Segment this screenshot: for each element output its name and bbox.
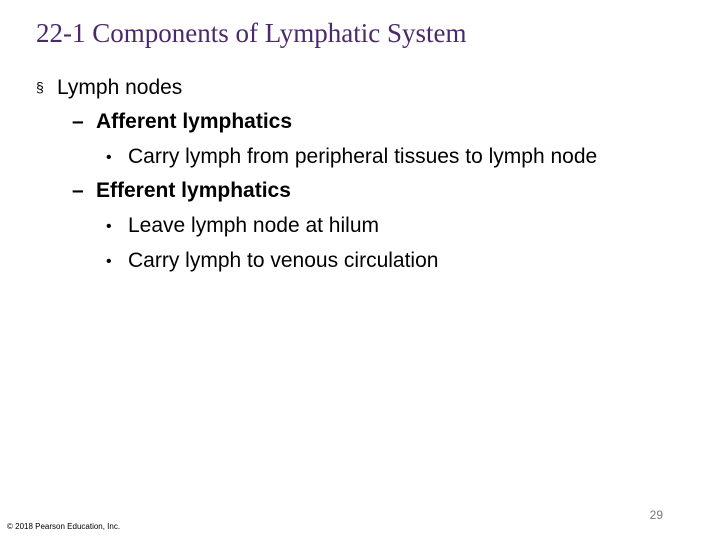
dot-bullet-icon: • <box>106 218 112 235</box>
bullet-text: Afferent lymphatics <box>96 110 293 133</box>
dot-bullet-icon: • <box>106 253 112 270</box>
bullet-item-leave-lymph-node <box>106 213 379 240</box>
dash-bullet-icon: – <box>72 110 84 133</box>
bullet-item-afferent-lymphatics <box>72 109 292 135</box>
copyright-notice: © 2018 Pearson Education, Inc. <box>7 522 121 531</box>
square-bullet-icon: § <box>36 79 44 95</box>
bullet-text: Lymph nodes <box>57 76 183 99</box>
page-number: 29 <box>649 508 663 522</box>
bullet-text: Leave lymph node at hilum <box>128 214 379 237</box>
bullet-text: Carry lymph to venous circulation <box>128 249 439 272</box>
slide-title: 22-1 Components of Lymphatic System <box>36 18 467 48</box>
bullet-item-carry-lymph-venous <box>106 248 438 275</box>
bullet-item-lymph-nodes <box>36 74 182 101</box>
bullet-text: Carry lymph from peripheral tissues to lymph node <box>128 145 598 168</box>
bullet-item-carry-lymph-peripheral <box>106 144 597 171</box>
dot-bullet-icon: • <box>106 149 112 166</box>
bullet-item-efferent-lymphatics <box>72 178 291 204</box>
dash-bullet-icon: – <box>72 179 84 202</box>
bullet-text: Efferent lymphatics <box>96 179 291 202</box>
